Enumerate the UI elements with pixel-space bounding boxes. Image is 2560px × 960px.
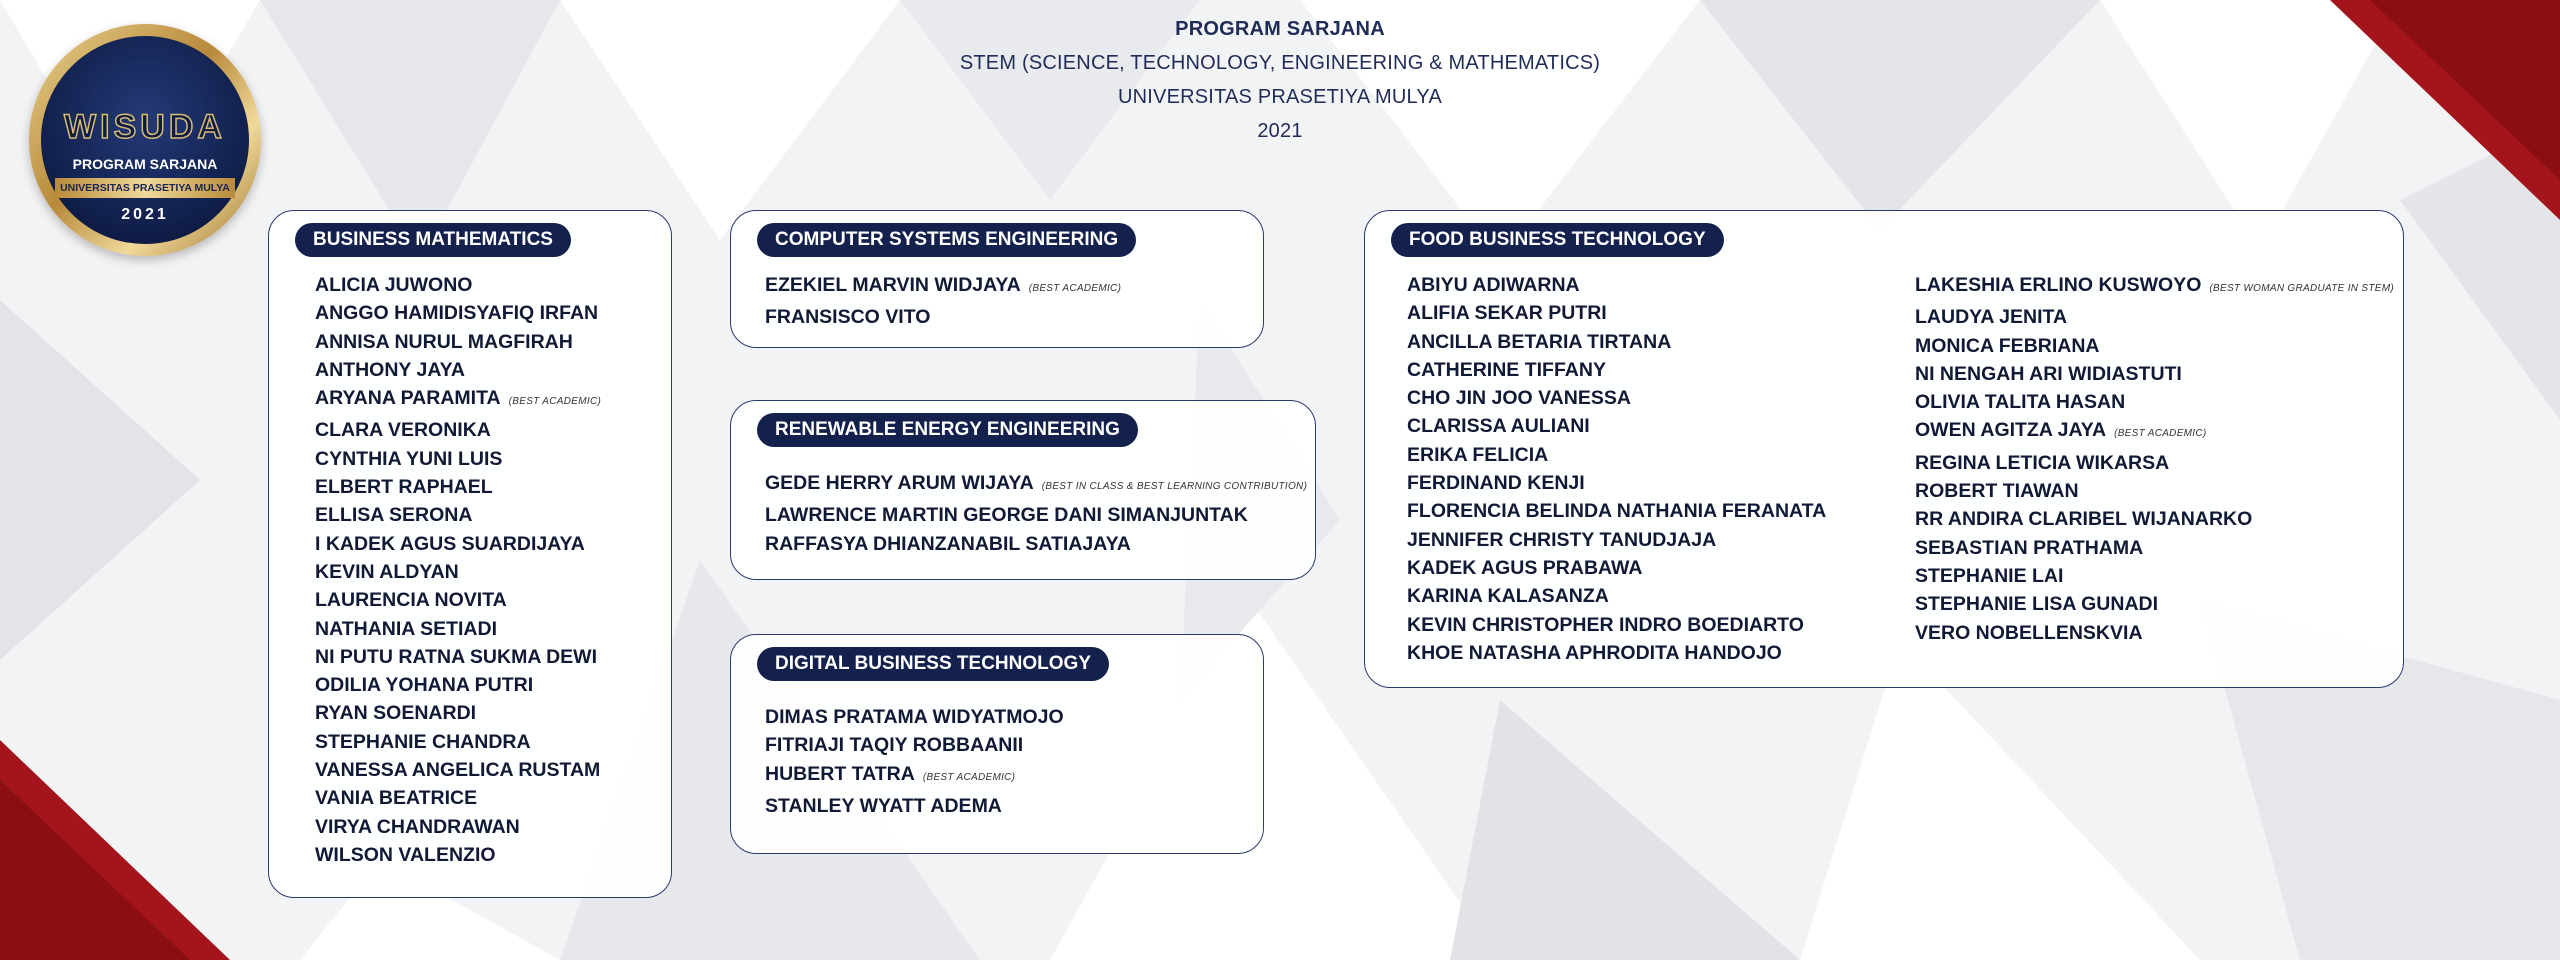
- graduate-name-text: NI PUTU RATNA SUKMA DEWI: [315, 645, 598, 668]
- award-note: (BEST ACADEMIC): [922, 771, 1016, 783]
- graduate-name: [1915, 505, 2394, 533]
- graduate-name: [1915, 271, 2394, 303]
- page-header: [0, 12, 2560, 148]
- graduate-name: [315, 416, 601, 444]
- graduate-name: [315, 356, 601, 384]
- graduate-name: [1915, 562, 2394, 590]
- box-renewable-energy-engineering: [730, 400, 1316, 580]
- section-title: DIGITAL BUSINESS TECHNOLOGY: [757, 647, 1109, 681]
- graduate-name: [765, 271, 1121, 303]
- graduate-name-text: I KADEK AGUS SUARDIJAYA: [315, 532, 585, 555]
- graduate-name: [315, 473, 601, 501]
- graduate-name-text: ANGGO HAMIDISYAFIQ IRFAN: [315, 302, 599, 325]
- graduate-name-text: ABIYU ADIWARNA: [1407, 274, 1580, 296]
- section-title: FOOD BUSINESS TECHNOLOGY: [1391, 223, 1724, 257]
- graduate-name: [1915, 416, 2394, 448]
- graduate-name: [315, 328, 601, 356]
- award-note: (BEST WOMAN GRADUATE IN STEM): [2209, 283, 2395, 294]
- graduate-name: [1915, 360, 2394, 388]
- graduate-name: [315, 699, 601, 727]
- graduate-name: [315, 501, 601, 529]
- graduate-name: [765, 469, 1307, 501]
- graduate-name-text: REGINA LETICIA WIKARSA: [1915, 451, 2170, 474]
- name-list-column-1: [1407, 271, 1826, 667]
- graduate-name: [315, 813, 601, 841]
- name-list: [315, 271, 601, 869]
- graduate-name-text: GEDE HERRY ARUM WIJAYA: [765, 472, 1034, 494]
- box-business-mathematics: [268, 210, 672, 898]
- graduate-name-text: CHO JIN JOO VANESSA: [1407, 387, 1631, 410]
- graduate-name-text: ODILIA YOHANA PUTRI: [315, 674, 534, 697]
- graduate-name-text: STEPHANIE CHANDRA: [315, 730, 531, 753]
- graduate-name-text: VANIA BEATRICE: [315, 787, 478, 810]
- graduate-name: [1915, 477, 2394, 505]
- graduate-name-text: FRANSISCO VITO: [765, 306, 931, 329]
- graduate-name: [315, 671, 601, 699]
- graduate-name: [315, 445, 601, 473]
- graduate-name: [1407, 639, 1826, 667]
- section-title: COMPUTER SYSTEMS ENGINEERING: [757, 223, 1136, 257]
- graduate-name: [765, 530, 1307, 558]
- graduate-name: [765, 703, 1064, 731]
- graduate-name: [765, 792, 1064, 820]
- graduate-name: [315, 728, 601, 756]
- graduate-name: [315, 784, 601, 812]
- graduate-name-text: ARYANA PARAMITA: [315, 387, 501, 410]
- graduate-name-text: STEPHANIE LISA GUNADI: [1915, 593, 2159, 616]
- graduate-name-text: KEVIN ALDYAN: [315, 560, 459, 583]
- graduate-name: [1407, 328, 1826, 356]
- badge-subtitle: PROGRAM SARJANA: [72, 156, 218, 172]
- graduate-name-text: ANTHONY JAYA: [315, 358, 465, 381]
- graduate-name-text: ERIKA FELICIA: [1407, 443, 1549, 466]
- graduate-name-text: FITRIAJI TAQIY ROBBAANII: [765, 734, 1024, 757]
- graduate-name-text: ANNISA NURUL MAGFIRAH: [315, 330, 573, 353]
- graduate-name: [1407, 384, 1826, 412]
- graduate-name-text: LAKESHIA ERLINO KUSWOYO: [1915, 274, 2202, 296]
- graduate-name: [315, 558, 601, 586]
- graduate-name: [1915, 590, 2394, 618]
- name-list: [765, 469, 1307, 558]
- graduate-name-text: CLARISSA AULIANI: [1407, 415, 1590, 438]
- graduate-name-text: RYAN SOENARDI: [315, 702, 477, 725]
- graduate-name: [1915, 449, 2394, 477]
- graduate-name-text: HUBERT TATRA: [765, 762, 915, 785]
- graduate-name: [1407, 441, 1826, 469]
- name-list: [765, 703, 1064, 820]
- graduate-name-text: KEVIN CHRISTOPHER INDRO BOEDIARTO: [1407, 613, 1804, 636]
- name-list: [765, 271, 1121, 332]
- graduate-name: [1407, 582, 1826, 610]
- graduate-name: [1915, 619, 2394, 647]
- graduate-name: [1915, 388, 2394, 416]
- section-title: BUSINESS MATHEMATICS: [295, 223, 571, 257]
- graduate-name: [315, 841, 601, 869]
- graduate-name: [315, 643, 601, 671]
- graduate-name: [1407, 271, 1826, 299]
- graduate-name: [1407, 299, 1826, 327]
- name-list-column-2: [1915, 271, 2394, 647]
- graduate-name-text: LAUDYA JENITA: [1915, 306, 2068, 329]
- graduate-name-text: OWEN AGITZA JAYA: [1915, 419, 2107, 442]
- graduate-name-text: KARINA KALASANZA: [1407, 585, 1609, 608]
- graduate-name: [1407, 356, 1826, 384]
- header-university: UNIVERSITAS PRASETIYA MULYA: [1118, 86, 1442, 108]
- graduate-name-text: CYNTHIA YUNI LUIS: [315, 447, 503, 470]
- graduate-name-text: OLIVIA TALITA HASAN: [1915, 391, 2126, 414]
- award-note: (BEST ACADEMIC): [1028, 283, 1122, 294]
- badge-university: UNIVERSITAS PRASETIYA MULYA: [55, 178, 235, 198]
- badge-year: 2021: [121, 206, 169, 223]
- graduate-name: [315, 756, 601, 784]
- graduate-name-text: RR ANDIRA CLARIBEL WIJANARKO: [1915, 508, 2253, 531]
- header-program: PROGRAM SARJANA: [1175, 18, 1385, 40]
- header-stem: STEM (SCIENCE, TECHNOLOGY, ENGINEERING & MATHEMATICS): [959, 52, 1601, 74]
- graduate-name-text: NI NENGAH ARI WIDIASTUTI: [1915, 362, 2182, 385]
- graduate-name: [1407, 412, 1826, 440]
- graduate-name: [315, 299, 601, 327]
- bottom-left-red-corner: [0, 740, 230, 960]
- graduate-name-text: VANESSA ANGELICA RUSTAM: [315, 759, 601, 782]
- header-year: 2021: [1257, 120, 1303, 142]
- graduate-name-text: RAFFASYA DHIANZANABIL SATIAJAYA: [765, 532, 1131, 555]
- graduate-name-text: STEPHANIE LAI: [1915, 564, 2064, 587]
- award-note: (BEST ACADEMIC): [2114, 428, 2207, 440]
- graduate-name-text: VERO NOBELLENSKVIA: [1915, 621, 2143, 644]
- graduate-name: [315, 384, 601, 416]
- graduate-name-text: ELLISA SERONA: [315, 504, 473, 527]
- graduate-name-text: ELBERT RAPHAEL: [315, 476, 493, 499]
- graduate-name-text: LAURENCIA NOVITA: [315, 589, 507, 612]
- graduate-name: [1407, 554, 1826, 582]
- graduate-name: [1407, 469, 1826, 497]
- graduate-name-text: DIMAS PRATAMA WIDYATMOJO: [765, 706, 1064, 728]
- graduate-name: [315, 586, 601, 614]
- award-note: (BEST IN CLASS & BEST LEARNING CONTRIBUTION): [1041, 481, 1308, 492]
- badge-title: WISUDA: [64, 108, 226, 146]
- graduate-name-text: MONICA FEBRIANA: [1915, 334, 2100, 357]
- graduate-name: [1915, 332, 2394, 360]
- graduate-name-text: WILSON VALENZIO: [315, 843, 496, 866]
- graduate-name: [765, 731, 1064, 759]
- graduate-name: [1407, 611, 1826, 639]
- graduate-name-text: ALICIA JUWONO: [315, 274, 473, 296]
- graduate-name-text: CATHERINE TIFFANY: [1407, 358, 1606, 381]
- graduate-name-text: VIRYA CHANDRAWAN: [315, 815, 520, 838]
- graduate-name: [1407, 526, 1826, 554]
- graduate-name-text: KADEK AGUS PRABAWA: [1407, 556, 1643, 579]
- box-digital-business-technology: [730, 634, 1264, 854]
- graduate-name: [765, 760, 1064, 792]
- graduate-name: [1915, 534, 2394, 562]
- graduate-name: [765, 501, 1307, 529]
- graduate-name-text: ANCILLA BETARIA TIRTANA: [1407, 330, 1672, 353]
- graduate-name: [315, 271, 601, 299]
- graduate-name-text: ROBERT TIAWAN: [1915, 480, 2079, 503]
- graduate-name-text: STANLEY WYATT ADEMA: [765, 794, 1002, 817]
- graduate-name-text: NATHANIA SETIADI: [315, 617, 497, 640]
- graduate-name-text: KHOE NATASHA APHRODITA HANDOJO: [1407, 641, 1782, 664]
- graduate-name-text: SEBASTIAN PRATHAMA: [1915, 536, 2144, 559]
- graduate-name-text: FLORENCIA BELINDA NATHANIA FERANATA: [1407, 500, 1827, 523]
- graduate-name-text: FERDINAND KENJI: [1407, 472, 1585, 495]
- graduate-name: [1407, 497, 1826, 525]
- graduate-name: [1915, 303, 2394, 331]
- graduate-name: [315, 530, 601, 558]
- box-food-business-technology: [1364, 210, 2404, 688]
- graduate-name: [315, 615, 601, 643]
- graduate-name-text: JENNIFER CHRISTY TANUDJAJA: [1407, 528, 1717, 551]
- section-title: RENEWABLE ENERGY ENGINEERING: [757, 413, 1138, 447]
- box-computer-systems-engineering: [730, 210, 1264, 348]
- award-note: (BEST ACADEMIC): [508, 396, 602, 408]
- graduate-name-text: LAWRENCE MARTIN GEORGE DANI SIMANJUNTAK: [765, 504, 1248, 527]
- graduate-name: [765, 303, 1121, 331]
- graduate-name-text: ALIFIA SEKAR PUTRI: [1407, 302, 1607, 325]
- graduate-name-text: EZEKIEL MARVIN WIDJAYA: [765, 274, 1021, 296]
- graduate-name-text: CLARA VERONIKA: [315, 419, 491, 442]
